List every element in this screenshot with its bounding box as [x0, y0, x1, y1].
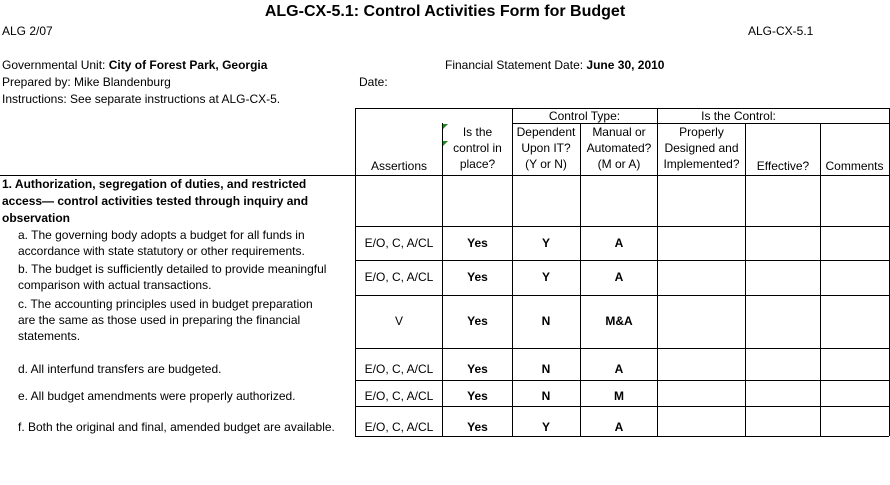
form-code-right: ALG-CX-5.1 [748, 24, 814, 38]
row-d-assertions: E/O, C, A/CL [364, 362, 434, 376]
is-the-control-header: Is the Control: [701, 109, 776, 123]
grid-line [355, 380, 889, 381]
row-c-description: c. The accounting principles used in budget preparation are the same as those used in preparing the financial statements. [18, 297, 313, 343]
control-type-header: Control Type: [548, 109, 621, 123]
row-c-manual-auto: M&A [605, 314, 633, 328]
row-f-assertions: E/O, C, A/CL [364, 420, 434, 434]
row-a-description: a. The governing body adopts a budget for all funds in accordance with state statutory or other requirements. [18, 228, 305, 258]
row-a-it: Y [541, 236, 550, 250]
row-e-in-place: Yes [467, 389, 488, 403]
row-d-description: d. All interfund transfers are budgeted. [18, 362, 222, 376]
row-e-assertions: E/O, C, A/CL [364, 389, 434, 403]
instructions: Instructions: See separate instructions at ALG-CX-5. [2, 92, 281, 106]
gov-unit-label: Governmental Unit: [2, 58, 106, 72]
row-f-it: Y [541, 420, 550, 434]
row-d-in-place: Yes [467, 362, 488, 376]
row-b-manual-auto: A [614, 270, 624, 284]
row-b-description: b. The budget is sufficiently detailed to provide meaningful comparison with actual transactions. [18, 262, 327, 292]
effective-header: Effective? [756, 159, 810, 173]
in-place-header: Is the control in place? [453, 125, 502, 171]
row-b-it: Y [541, 270, 550, 284]
grid-line [355, 436, 889, 437]
grid-line [355, 226, 889, 227]
row-a-assertions: E/O, C, A/CL [364, 236, 434, 250]
row-e-it: N [541, 389, 551, 403]
grid-line [355, 348, 889, 349]
row-b-assertions: E/O, C, A/CL [364, 270, 434, 284]
form-code-left: ALG 2/07 [2, 24, 53, 38]
comments-header: Comments [825, 159, 884, 173]
row-a-manual-auto: A [614, 236, 624, 250]
row-c-in-place: Yes [467, 314, 488, 328]
row-c-it: N [541, 314, 551, 328]
row-b-in-place: Yes [467, 270, 488, 284]
row-f-manual-auto: A [614, 420, 624, 434]
grid-line [355, 260, 889, 261]
financial-statement-date [445, 58, 664, 72]
manual-automated-header: Manual or Automated? (M or A) [586, 125, 652, 171]
assertions-header: Assertions [370, 159, 428, 173]
grid-line [355, 406, 889, 407]
prepared-by: Prepared by: Mike Blandenburg [2, 75, 171, 89]
section-heading: 1. Authorization, segregation of duties, and restricted access— control activities tested through inquiry and observation [2, 177, 309, 225]
row-d-it: N [541, 362, 551, 376]
row-e-description: e. All budget amendments were properly authorized. [18, 389, 296, 403]
dependent-it-header: Dependent Upon IT? (Y or N) [516, 125, 576, 171]
row-c-assertions: V [394, 314, 403, 328]
row-a-in-place: Yes [467, 236, 488, 250]
governmental-unit [2, 58, 267, 72]
row-e-manual-auto: M [614, 389, 624, 403]
form-title: ALG-CX-5.1: Control Activities Form for Budget [264, 3, 626, 20]
fs-date-value: June 30, 2010 [586, 58, 665, 72]
gov-unit-value: City of Forest Park, Georgia [108, 58, 268, 72]
row-d-manual-auto: A [614, 362, 624, 376]
row-f-in-place: Yes [467, 420, 488, 434]
row-f-description: f. Both the original and final, amended budget are available. [18, 420, 335, 434]
fs-date-label: Financial Statement Date: [445, 58, 584, 72]
grid-line [355, 295, 889, 296]
date-label: Date: [359, 75, 388, 89]
designed-implemented-header: Properly Designed and Implemented? [663, 125, 740, 171]
